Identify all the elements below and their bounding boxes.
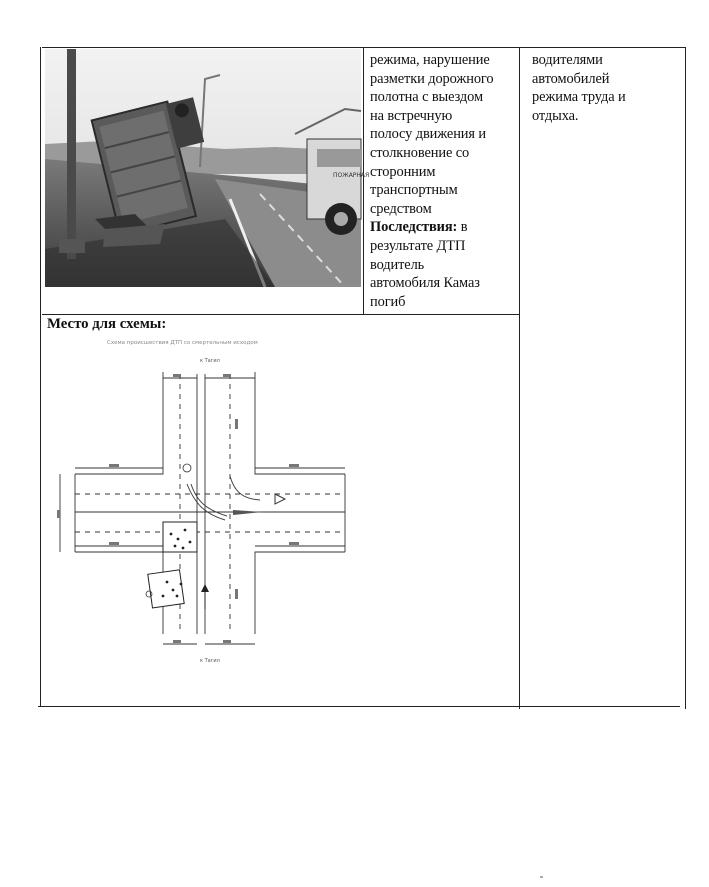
intersection-diagram bbox=[45, 334, 395, 674]
cause-line-6: столкновение со bbox=[370, 144, 470, 161]
cause-line-2: разметки дорожного bbox=[370, 70, 494, 87]
truck-label: ПОЖАРНАЯ bbox=[333, 172, 370, 179]
cause-line-9: средством bbox=[370, 200, 432, 217]
cause-and-consequences-cell bbox=[370, 51, 522, 311]
accident-photo bbox=[45, 49, 370, 287]
consequences-heading-line bbox=[370, 218, 522, 237]
measures-cell bbox=[532, 51, 682, 125]
cause-line-8: транспортным bbox=[370, 182, 458, 199]
cause-line-4: на встречную bbox=[370, 107, 453, 124]
scan-artifact bbox=[540, 876, 543, 878]
table-border-top bbox=[42, 47, 686, 48]
measures-line-1: водителями bbox=[532, 52, 603, 68]
scheme-label: Место для схемы: bbox=[47, 316, 167, 332]
direction-bottom: к Тагил bbox=[200, 658, 220, 664]
consequences-label: Последствия: bbox=[370, 219, 458, 236]
scheme-caption: Схема происшествия ДТП со смертельным исходом bbox=[107, 340, 258, 346]
consequences-first: в bbox=[457, 219, 468, 236]
measures-line-2: автомобилей bbox=[532, 70, 610, 87]
cause-line-5: полосу движения и bbox=[370, 126, 487, 143]
cause-line-3: полотна с выездом bbox=[370, 89, 483, 106]
cause-line-1: режима, нарушение bbox=[370, 52, 490, 68]
cause-line-7: сторонним bbox=[370, 163, 436, 180]
consequences-line-2: водитель bbox=[370, 256, 425, 273]
table-border-right bbox=[685, 47, 686, 709]
measures-line-3: режима труда и bbox=[532, 89, 626, 106]
table-divider-photo bbox=[363, 47, 364, 315]
accident-scheme bbox=[45, 334, 395, 674]
table-divider-row bbox=[42, 314, 520, 315]
direction-top: к Тагил bbox=[200, 358, 220, 364]
consequences-line-1: результате ДТП bbox=[370, 237, 466, 254]
table-border-bottom bbox=[38, 706, 680, 707]
accident-photo-image bbox=[45, 49, 370, 287]
measures-line-4: отдыха. bbox=[532, 107, 579, 124]
consequences-line-4: погиб bbox=[370, 293, 406, 310]
table-border-left bbox=[40, 47, 41, 707]
consequences-line-3: автомобиля Камаз bbox=[370, 275, 480, 292]
